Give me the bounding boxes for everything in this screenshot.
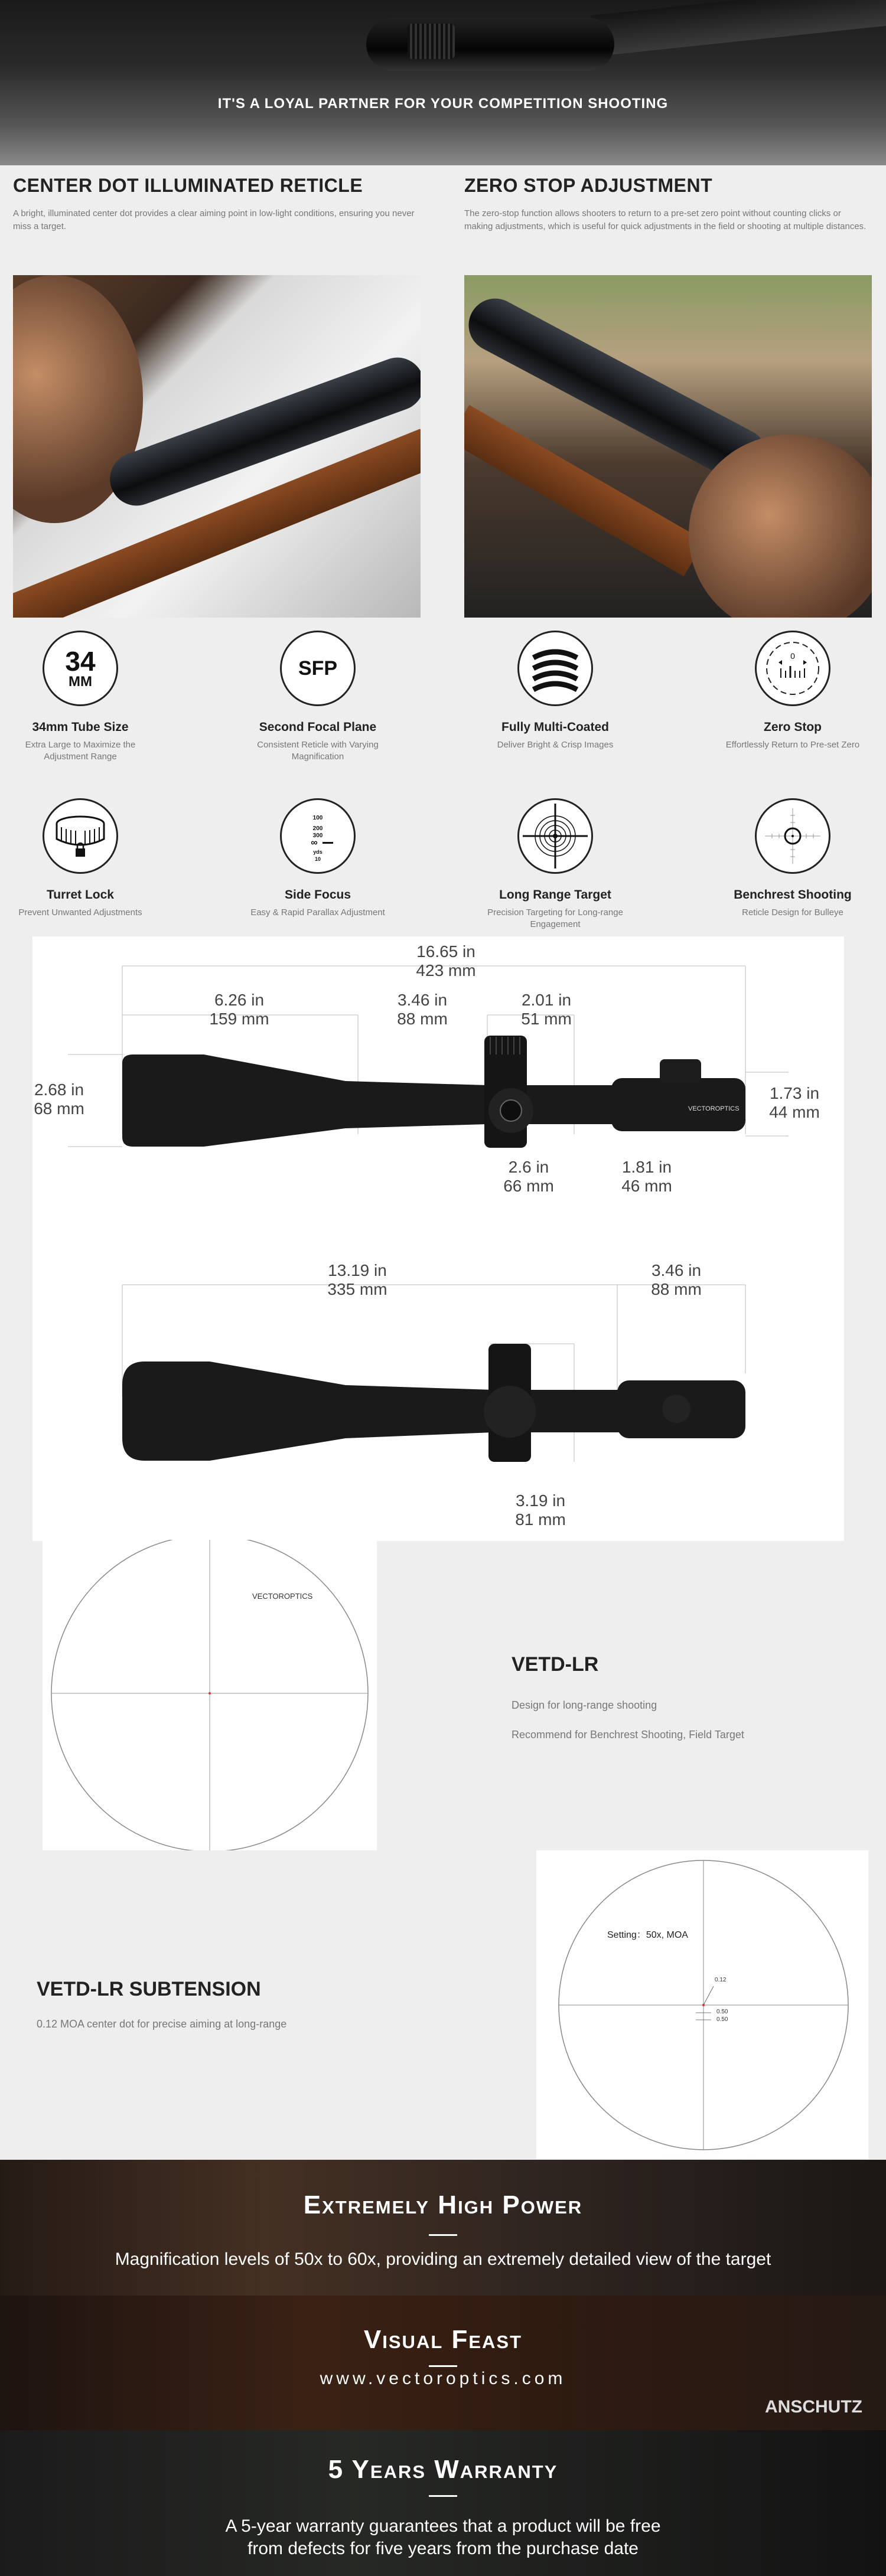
icon-text: Easy & Rapid Parallax Adjustment <box>250 907 385 918</box>
subtension-setting: Setting：50x, MOA <box>607 1930 688 1940</box>
reticle-diagram <box>43 1540 377 1850</box>
hero-scope-barrel <box>591 0 886 57</box>
icon-multi-coated <box>467 631 644 751</box>
icon-title: Side Focus <box>284 888 351 902</box>
dim-objective-diameter-text: 2.68 in 68 mm <box>34 1080 84 1118</box>
icon-side-focus <box>229 798 406 919</box>
feature-text: The zero-stop function allows shooters to return to a pre-set zero point without counting clicks or making adjustments, which is useful for quick adjustments in the field or shooting at multiple distances. <box>464 208 867 231</box>
banner-divider <box>429 2495 457 2497</box>
zero-stop-icon <box>755 631 830 706</box>
focus-mark-100: 100 <box>312 815 323 821</box>
banner-high-power <box>0 2160 886 2296</box>
focus-mark-300: 300 <box>312 832 323 839</box>
subtension-title: VETD-LR SUBTENSION <box>37 1978 261 2000</box>
turret-lock-icon <box>43 798 118 874</box>
banner-website: www.vectoroptics.com <box>320 2369 566 2388</box>
icon-tube-size <box>0 631 169 763</box>
banner-divider <box>429 2234 457 2236</box>
benchrest-icon <box>755 798 830 874</box>
banner-title: Extremely High Power <box>303 2190 583 2219</box>
tube-size-icon <box>43 631 118 706</box>
dim-bottom-turret-text: 3.19 in 81 mm <box>515 1491 566 1529</box>
focus-mark-200: 200 <box>312 825 323 832</box>
focus-mark-infinity: ∞ <box>311 838 318 848</box>
banner-overlay <box>0 2296 886 2430</box>
hero-scope <box>366 18 614 71</box>
reticle-view <box>43 1540 377 1850</box>
subtension-text: 0.12 MOA center dot for precise aiming at long-range <box>37 2018 287 2030</box>
icon-sfp <box>229 631 406 763</box>
dim-turret-width-text: 2.01 in 51 mm <box>521 991 572 1028</box>
hero-turret <box>408 24 455 59</box>
feature-text: A bright, illuminated center dot provides a clear aiming point in low-light conditions, ensuring you never miss a target. <box>13 208 415 231</box>
icon-text: Prevent Unwanted Adjustments <box>18 907 142 918</box>
dim-bottom-eyepiece <box>629 1261 724 1299</box>
sfp-icon <box>280 631 356 706</box>
focus-mark-yds: yds <box>313 849 323 855</box>
subtension-value-2: 0.50 <box>716 2016 728 2023</box>
tube-size-unit: MM <box>69 674 92 690</box>
banner-text: Magnification levels of 50x to 60x, providing an extremely detailed view of the target <box>115 2249 771 2269</box>
feature-title: CENTER DOT ILLUMINATED RETICLE <box>13 175 363 196</box>
icon-title: Fully Multi-Coated <box>501 720 609 734</box>
subtension-value-dot: 0.12 <box>715 1977 727 1983</box>
reticle-description <box>512 1653 744 1742</box>
banner-text: A 5-year warranty guarantees that a product will be free from defects for five years from the purchase date <box>225 2516 661 2558</box>
dim-eyepiece-length-text: 1.81 in 46 mm <box>621 1158 672 1195</box>
dim-objective-length <box>192 991 286 1029</box>
feature-title: ZERO STOP ADJUSTMENT <box>464 175 713 196</box>
banner-divider <box>429 2365 457 2367</box>
icon-title: Turret Lock <box>47 888 114 902</box>
feature-zero-stop <box>464 175 872 233</box>
icon-text: Reticle Design for Bulleye <box>742 907 843 918</box>
zero-stop-dial-label: 0 <box>790 651 795 661</box>
dim-turret-to-eyepiece <box>487 1158 570 1196</box>
feature-reticle <box>13 175 421 233</box>
dim-eyepiece-length <box>605 1158 688 1196</box>
dim-objective-diameter <box>27 1080 92 1118</box>
banner-visual-feast <box>0 2296 886 2430</box>
dimensions-panel <box>32 936 844 1541</box>
dim-total-length <box>387 942 505 980</box>
banner-warranty <box>0 2430 886 2576</box>
reticle-line-1: Design for long-range shooting <box>512 1699 657 1711</box>
sfp-badge: SFP <box>298 657 338 680</box>
dim-bottom-length <box>304 1261 411 1299</box>
banner-title: 5 Years Warranty <box>328 2455 558 2484</box>
icon-text: Effortlessly Return to Pre-set Zero <box>725 740 860 750</box>
coating-icon <box>517 631 593 706</box>
photo-shooter-left <box>13 275 421 618</box>
icon-text: Precision Targeting for Long-range Engagement <box>487 907 623 929</box>
icon-title: Second Focal Plane <box>259 720 377 734</box>
dim-bottom-length-text: 13.19 in 335 mm <box>327 1261 387 1298</box>
subtension-view <box>536 1850 868 2159</box>
banner-title: Visual Feast <box>363 2325 523 2354</box>
icon-long-range-target <box>467 798 644 931</box>
reticle-line-2: Recommend for Benchrest Shooting, Field Target <box>512 1729 744 1741</box>
subtension-diagram <box>536 1850 868 2159</box>
icon-turret-lock <box>0 798 169 919</box>
dim-bottom-turret <box>499 1491 582 1529</box>
reticle-title: VETD-LR <box>512 1653 599 1676</box>
scope-brand-label: VECTOROPTICS <box>688 1105 740 1112</box>
icon-title: Benchrest Shooting <box>734 888 852 902</box>
photo-shooter-right <box>464 275 872 618</box>
hero-banner <box>0 0 886 165</box>
dim-turret-width <box>499 991 594 1029</box>
subtension-description <box>37 1978 286 2032</box>
dim-mid-length <box>375 991 470 1029</box>
focus-mark-10: 10 <box>314 856 321 862</box>
banner-overlay <box>0 2160 886 2296</box>
dim-eyepiece-diameter <box>753 1084 836 1122</box>
icon-benchrest <box>704 798 881 919</box>
icon-title: 34mm Tube Size <box>32 720 129 734</box>
dim-mid-length-text: 3.46 in 88 mm <box>397 991 448 1028</box>
target-icon <box>517 798 593 874</box>
icon-title: Long Range Target <box>499 888 611 902</box>
dim-bottom-eyepiece-text: 3.46 in 88 mm <box>651 1261 702 1298</box>
dim-eyepiece-diameter-text: 1.73 in 44 mm <box>769 1084 820 1121</box>
dim-objective-length-text: 6.26 in 159 mm <box>209 991 269 1028</box>
dim-turret-to-eyepiece-text: 2.6 in 66 mm <box>503 1158 554 1195</box>
banner-rifle-brand: ANSCHUTZ <box>765 2397 862 2417</box>
hero-title: IT'S A LOYAL PARTNER FOR YOUR COMPETITION SHOOTING <box>217 96 669 112</box>
dim-total-length-text: 16.65 in 423 mm <box>416 942 476 980</box>
subtension-value-1: 0.50 <box>716 2009 728 2015</box>
icon-text: Extra Large to Maximize the Adjustment Range <box>25 740 136 762</box>
icon-text: Deliver Bright & Crisp Images <box>497 740 614 750</box>
icon-text: Consistent Reticle with Varying Magnification <box>257 740 379 762</box>
icon-title: Zero Stop <box>764 720 822 734</box>
side-focus-icon <box>280 798 356 874</box>
reticle-brand: VECTOROPTICS <box>252 1592 313 1601</box>
icon-zero-stop <box>704 631 881 751</box>
tube-size-number: 34 <box>65 646 96 677</box>
